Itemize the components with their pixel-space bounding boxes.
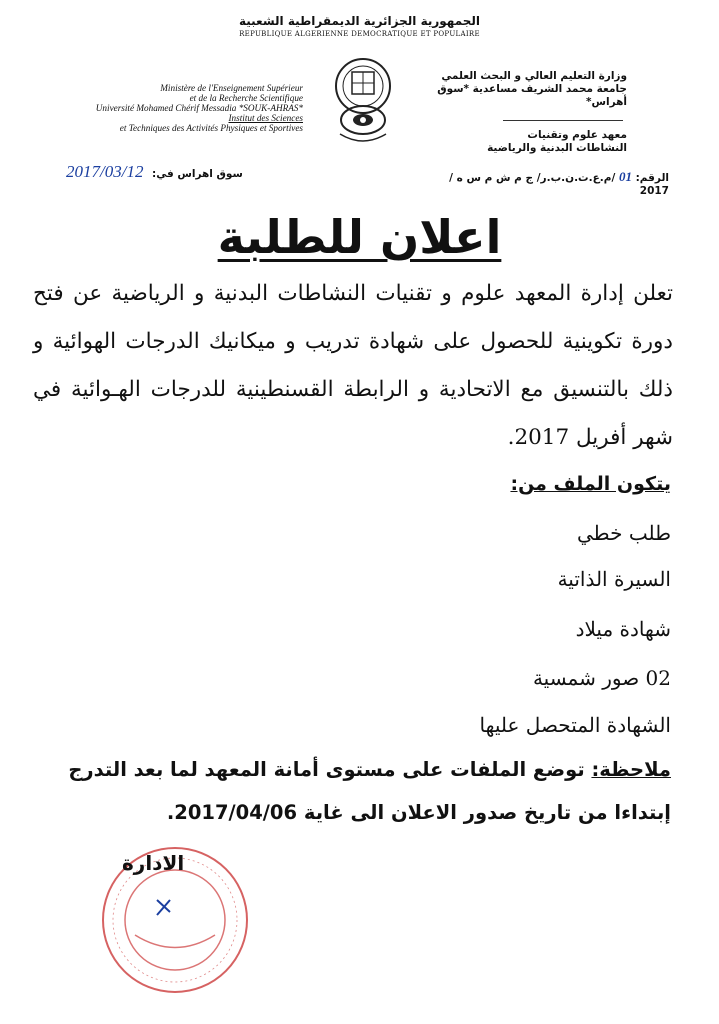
handwritten-date: 2017/03/12: [66, 162, 144, 181]
republic-title-fr: REPUBLIQUE ALGERIENNE DEMOCRATIQUE ET POPULAIRE: [239, 30, 480, 38]
institute-subline-fr: et Techniques des Activités Physiques et Sportives: [119, 123, 303, 133]
file-item: 02 صور شمسية: [532, 666, 671, 690]
university-logo: [328, 56, 398, 146]
administration-label: الادارة: [122, 851, 185, 875]
ministry-subline-fr: et de la Recherche Scientifique: [189, 93, 303, 103]
republic-title-ar: الجمهورية الجزائرية الديمقراطية الشعبية: [238, 14, 481, 28]
ministry-line-fr: Ministère de l'Enseignement Supérieur: [160, 83, 303, 93]
ministry-block-fr: [88, 83, 303, 133]
announcement-title: [0, 207, 719, 267]
file-item: الشهادة المتحصل عليها: [479, 713, 671, 737]
ministry-block-ar: [397, 70, 627, 155]
note-deadline-line: إبتداءا من تاريخ صدور الاعلان الى غاية 2017/04/06.: [166, 801, 671, 824]
file-heading: يتكون الملف من:: [510, 473, 671, 495]
note-line: [11, 758, 671, 781]
note-label: ملاحظة:: [591, 758, 671, 781]
announcement-title-text: اعلان للطلبة: [217, 210, 502, 264]
file-item: طلب خطي: [577, 521, 671, 545]
header-divider: [503, 120, 623, 121]
announcement-body: تعلن إدارة المعهد علوم و تقنيات النشاطات البدنية و الرياضية عن فتح دورة تكوينية للحصول على شهادة تدريب و ميكانيك الدرجات الهوائية و ذلك بالتنسيق مع الاتحادية و الرابطة القسنطينية للدرجات الهـوائية في شهر أفريل 2017.: [33, 281, 673, 450]
institute-subline-ar: النشاطات البدنية والرياضية: [487, 142, 627, 154]
reference-label: الرقم:: [635, 172, 669, 184]
university-line-ar: جامعة محمد الشريف مساعدية *سوق أهراس*: [437, 83, 627, 108]
university-line-fr: Université Mohamed Chérif Messadia *SOUK-AHRAS*: [95, 103, 303, 113]
ministry-line-ar: وزارة التعليم العالي و البحث العلمي: [441, 70, 627, 82]
institute-line-ar: معهد علوم وتقنيات: [527, 129, 627, 141]
reference-line: [419, 169, 669, 197]
file-item: شهادة ميلاد: [575, 617, 671, 641]
file-item: السيرة الذاتية: [557, 567, 671, 591]
note-text: توضع الملفات على مستوى أمانة المعهد لما بعد التدرج: [68, 758, 592, 781]
reference-code: /م.ع.ت.ن.ب.ر/ ج م ش م س ه / 2017: [449, 172, 669, 197]
reference-number: 01: [618, 169, 632, 184]
place-date-label: سوق اهراس في:: [152, 168, 243, 180]
institute-line-fr: Institut des Sciences: [228, 113, 303, 123]
